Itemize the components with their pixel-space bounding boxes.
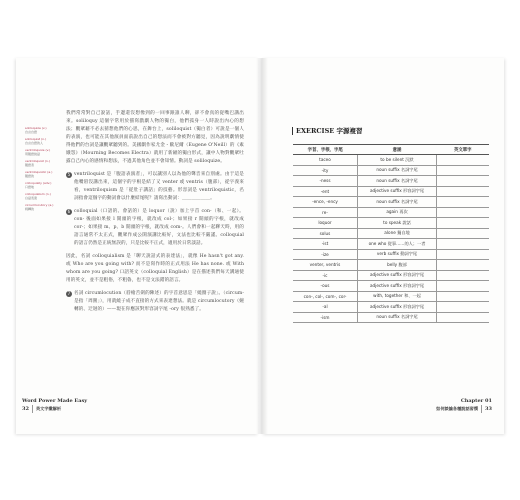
glossary-item <box>25 159 65 167</box>
table-row <box>293 207 489 218</box>
paragraph-text: 因此，名詞 colloquialism 是「聊天說話式的表達法」，就像 He hasn't got any. 或 Who are you going with? 而不是寫作時的正式用法 He has none. 或 With whom are you going? 口語英文（colloquial English）是在描述我們每天溝通使用的英文，並不是粗俗，不粗魯，也不是文法錯的語言。 <box>66 254 244 283</box>
glossary-item <box>25 126 65 134</box>
column-header: 意涵 <box>358 145 437 155</box>
table-row <box>293 302 489 313</box>
footer-book-title: Word Power Made Easy <box>22 398 88 404</box>
glossary-item <box>25 203 65 211</box>
answer-cell[interactable] <box>437 176 490 187</box>
glossary-word: soliloquize (v.) <box>25 126 47 130</box>
footer-chapter: Chapter 01 <box>460 398 492 404</box>
answer-cell[interactable] <box>437 155 490 166</box>
page-number-right: 33 <box>485 406 492 412</box>
table-row <box>293 228 489 239</box>
answer-cell[interactable] <box>437 270 490 281</box>
answer-cell[interactable] <box>437 260 490 271</box>
meaning-cell: noun suffix 名詞字尾 <box>358 176 437 187</box>
meaning-cell: adjective suffix 形容詞字尾 <box>358 302 437 313</box>
glossary-definition: 腹語者 <box>25 163 35 167</box>
root-cell: taceo <box>293 155 358 166</box>
meaning-cell: adjective suffix 形容詞字尾 <box>358 270 437 281</box>
glossary-definition: 自言自語 <box>25 130 38 134</box>
answer-cell[interactable] <box>437 281 490 292</box>
answer-cell[interactable] <box>437 302 490 313</box>
glossary-item <box>25 192 65 200</box>
table-row <box>293 186 489 197</box>
root-cell: -ness <box>293 176 358 187</box>
meaning-cell: belly 腹部 <box>358 260 437 271</box>
right-footer <box>432 398 492 413</box>
glossary-word: ventriloquist (n.) <box>25 159 50 163</box>
glossary-item <box>25 137 65 145</box>
glossary-word: soliloquist (n.) <box>25 137 47 141</box>
answer-cell[interactable] <box>437 186 490 197</box>
root-cell: -ist <box>293 239 358 250</box>
column-header: 字首、字根、字尾 <box>293 145 358 155</box>
body-paragraph <box>66 208 244 248</box>
column-header: 英文單字 <box>437 145 490 155</box>
paragraph-text: colloquial（口語的、會話的）是 loquor（說）加上字首 con-（和、一起）。con- 後面如果接 l 開頭的字根，就改成 col-；如果接 r 開頭的字根，就改成 cor-；如果接 m、p、b 開頭的字根，就改成 com-。人們會和一起聊天時，用的語言通常不太正式，觀眾作成公開演講比較好，文法也比較不嚴謹。colloquial 的語言仍然是正統無誤的，只是比較不正式，適用於日常談話。 <box>74 209 244 246</box>
footer-book-subtitle: 英文字彙解析 <box>35 406 62 411</box>
answer-cell[interactable] <box>437 165 490 176</box>
answer-cell[interactable] <box>437 239 490 250</box>
root-cell: venter, ventris <box>293 260 358 271</box>
footer-divider <box>481 405 482 413</box>
paragraph-text: ventriloquist 是「腹語表演者」，可以讓別人以為他的聲音來自別處。由于這是他嘴唇沒講出來，這個字的字根是結了又 venter 或 ventris（腹部），從字義來看，ventriloquism 是「從肚子講話」的技藝。形容詞是 ventriloquistic，名詞指會這個字的動詞會以什麼結尾呢？請寫出動詞：＿＿＿＿＿＿。 <box>74 172 244 201</box>
left-body-text <box>66 110 244 319</box>
answer-cell[interactable] <box>437 218 490 229</box>
exercise-table <box>293 144 489 323</box>
glossary-definition: 口語地 <box>25 185 35 189</box>
glossary-definition: 白話表達 <box>25 196 38 200</box>
root-cell: loquor <box>293 218 358 229</box>
glossary-word: ventriloquize (v.) <box>25 148 51 152</box>
meaning-cell: noun suffix 名詞字尾 <box>358 197 437 208</box>
answer-cell[interactable] <box>437 228 490 239</box>
body-paragraph <box>66 171 244 203</box>
glossary-definition: 自言自語的人 <box>25 141 44 145</box>
page-number-left: 32 <box>22 406 29 412</box>
root-cell: con-, col-, com-, cor- <box>293 291 358 302</box>
table-row <box>293 270 489 281</box>
meaning-cell: adjective suffix 形容詞字尾 <box>358 281 437 292</box>
root-cell: -ize <box>293 249 358 260</box>
table-row <box>293 312 489 323</box>
answer-cell[interactable] <box>437 197 490 208</box>
table-row <box>293 218 489 229</box>
answer-cell[interactable] <box>437 312 490 323</box>
footer-divider <box>32 405 33 413</box>
glossary-word: circumlocutory (a.) <box>25 203 54 207</box>
table-row <box>293 165 489 176</box>
answer-cell[interactable] <box>437 249 490 260</box>
root-cell: -ous <box>293 281 358 292</box>
table-row <box>293 249 489 260</box>
glossary-item <box>25 181 65 189</box>
table-header-row <box>293 145 489 155</box>
paragraph-text: 名詞 circumlocution（唇槍舌劍的陳述）的字首意思是「繞圈子說」。（circum- 是指「周圍」），用就繞子成不直接的方式來表達想法。就是 circumlocutory（婉轉的、迂迴的）——現在你應該對形容詞字尾 -ory 很熟悉了。 <box>74 291 244 312</box>
meaning-cell: alone 獨自地 <box>358 228 437 239</box>
glossary-definition: 婉轉的 <box>25 207 35 211</box>
meaning-cell: verb suffix 動詞字尾 <box>358 249 437 260</box>
root-cell: -ent <box>293 186 358 197</box>
meaning-cell: with, together 和、一起 <box>358 291 437 302</box>
table-row <box>293 197 489 208</box>
body-paragraph <box>66 290 244 314</box>
glossary-definition: 腹語的 <box>25 174 35 178</box>
meaning-cell: noun suffix 名詞字尾 <box>358 312 437 323</box>
paragraph-number-badge: 7 <box>67 291 71 296</box>
meaning-cell: one who 從事……的人；一者 <box>358 239 437 250</box>
root-cell: solus <box>293 228 358 239</box>
glossary-item <box>25 148 65 156</box>
book-gutter <box>256 58 268 434</box>
glossary-word: colloquially (adv.) <box>25 181 52 185</box>
table-row <box>293 260 489 271</box>
answer-cell[interactable] <box>437 291 490 302</box>
root-cell: re- <box>293 207 358 218</box>
glossary-word: colloquialism (n.) <box>25 192 51 196</box>
paragraph-text: 我們常常對自己說話，手邊還沒想像到的一回事跟誰人聊，卻不會真的從嘴巴講出來。soliloquy 這個字常用於描寫戲劇人物的獨白，他們孤身一人時說出內心的想法；觀眾藉不必去猜想他們的心思，在舞台上，soliloquist（獨白者）可說是一個人的表演，也可能在其他演員面前說出自己的想法而不會被對方聽見，因為說明劇情使得他們的台詞是讓觀眾聽到的。美國劇作家尤金・歐尼爾（Eugene O'Neill）的《素娥怨》（Mourning Becomes Electra）就用了新穎的獨白形式，讓中人物對觀眾吐露自己內心的感情和想法，不過其他角色並不會知情。動詞是 soliloquize。 <box>66 111 244 164</box>
root-cell: -al <box>293 302 358 313</box>
table-row <box>293 291 489 302</box>
footer-chapter-title: 如何談論各種說話習慣 <box>436 406 479 411</box>
table-row <box>293 239 489 250</box>
meaning-cell: adjective suffix 形容詞字尾 <box>358 186 437 197</box>
margin-glossary <box>25 126 65 214</box>
glossary-item <box>25 170 65 178</box>
root-cell: -ence, -ency <box>293 197 358 208</box>
table-row <box>293 281 489 292</box>
body-paragraph <box>66 253 244 285</box>
left-footer <box>22 398 87 413</box>
answer-cell[interactable] <box>437 207 490 218</box>
meaning-cell: to be silent 沉默 <box>358 155 437 166</box>
paragraph-number-badge: 5 <box>67 172 71 177</box>
table-row <box>293 155 489 166</box>
exercise-title: EXERCISE 字源複習 <box>292 127 362 135</box>
table-row <box>293 176 489 187</box>
meaning-cell: again 再次 <box>358 207 437 218</box>
body-paragraph <box>66 110 244 166</box>
meaning-cell: noun suffix 名詞字尾 <box>358 165 437 176</box>
paragraph-number-badge: 6 <box>67 209 71 214</box>
root-cell: -ity <box>293 165 358 176</box>
glossary-word: ventriloquistic (a.) <box>25 170 53 174</box>
root-cell: -ism <box>293 312 358 323</box>
meaning-cell: to speak 說話 <box>358 218 437 229</box>
glossary-definition: 用腹語說話 <box>25 152 41 156</box>
root-cell: -ic <box>293 270 358 281</box>
